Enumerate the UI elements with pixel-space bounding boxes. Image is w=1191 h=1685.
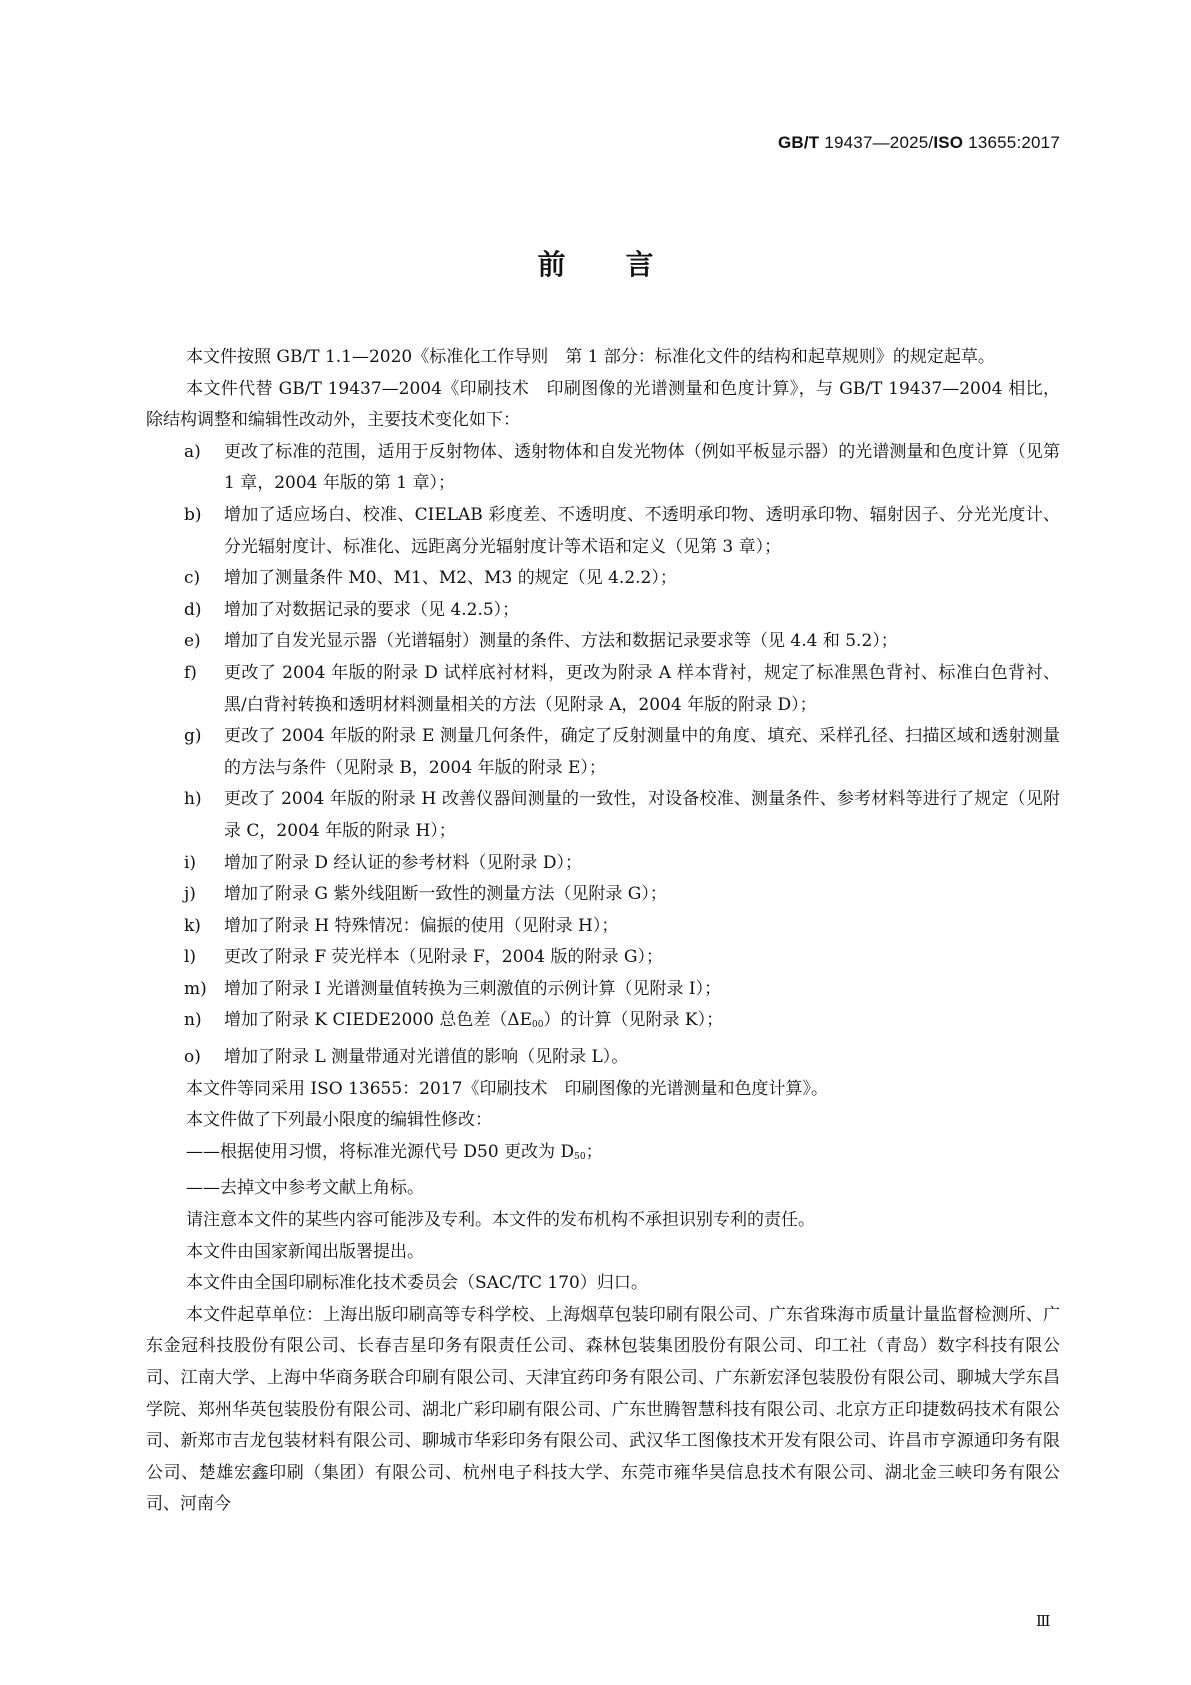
std-main: 19437—2025/ [824,133,934,152]
item-label: o) [184,1047,201,1068]
list-item [146,974,1060,1006]
list-item [146,658,1060,721]
item-text [224,1005,1060,1042]
paragraph-proposer: 本文件由国家新闻出版署提出。 [186,1241,424,1262]
list-item [146,437,1060,500]
page-title: 前言 [537,248,714,281]
edit-item [146,1137,1060,1174]
item-label: m) [184,978,207,999]
list-item [146,721,1060,784]
edit-text-after: ； [585,1141,603,1162]
item-text-subscript: 00 [532,1020,544,1031]
paragraph-adoption: 本文件等同采用 ISO 13655：2017《印刷技术 印刷图像的光谱测量和色度计算》。 [186,1078,828,1099]
page-number: Ⅲ [1036,1612,1051,1630]
list-item [146,911,1060,943]
item-text: 增加了附录 L 测量带通对光谱值的影响（见附录 L）。 [224,1047,629,1068]
item-text: 更改了 2004 年版的附录 E 测量几何条件，确定了反射测量中的角度、填充、采样孔径、扫描区域和透射测量的方法与条件（见附录 B，2004 年版的附录 E）； [224,726,1060,778]
std-iso-prefix: ISO [933,133,964,152]
item-text: 增加了附录 G 紫外线阻断一致性的测量方法（见附录 G）； [224,884,667,905]
item-text-before: 增加了附录 K CIEDE2000 总色差（ΔE [224,1010,533,1031]
item-text: 更改了 2004 年版的附录 D 试样底衬材料，更改为附录 A 样本背衬，规定了标准黑色背衬、标准白色背衬、黑/白背衬转换和透明材料测量相关的方法（见附录 A，2004 年版的附录 D）； [224,662,1060,715]
item-label: j) [184,884,196,905]
edit-text-before: ——根据使用习惯，将标准光源代号 D50 更改为 D [186,1141,575,1162]
std-iso: 13655:2017 [968,133,1060,152]
item-text: 更改了 2004 年版的附录 H 改善仪器间测量的一致性，对设备校准、测量条件、参考材料等进行了规定（见附录 C，2004 年版的附录 H）； [224,789,1060,841]
list-item [146,563,1060,595]
item-label: d) [184,599,202,620]
item-label: b) [184,504,202,525]
item-label: e) [184,631,201,652]
foreword-body [146,342,1060,1521]
list-item [146,626,1060,658]
item-label: g) [184,726,202,747]
list-item [146,1005,1060,1042]
item-label: i) [184,852,197,873]
item-text: 增加了附录 I 光谱测量值转换为三刺激值的示例计算（见附录 I）； [224,978,722,999]
item-text: 增加了对数据记录的要求（见 4.2.5）； [224,599,520,620]
paragraph-drafting-rules: 本文件按照 GB/T 1.1—2020《标准化工作导则 第 1 部分：标准化文件的结构和起草规则》的规定起草。 [186,347,995,367]
list-item [146,942,1060,974]
item-label: k) [184,915,201,936]
item-text: 增加了适应场白、校准、CIELAB 彩度差、不透明度、不透明承印物、透明承印物、辐射因子、分光光度计、分光辐射度计、标准化、远距离分光辐射度计等术语和定义（见第 3 章）； [224,504,1060,557]
paragraph-drafting-units: 本文件起草单位：上海出版印刷高等专科学校、上海烟草包装印刷有限公司、广东省珠海市质量计量监督检测所、广东金冠科技股份有限公司、长春吉星印务有限责任公司、森林包装集团股份有限公司、印工社（青岛）数字科技有限公司、江南大学、上海中华商务联合印刷有限公司、天津宜药印务有限公司、广东新宏泽包装股份有限公司、聊城大学东昌学院、郑州华英包装股份有限公司、湖北广彩印刷有限公司、广东世腾智慧科技有限公司、北京方正印捷数码技术有限公司、新郑市吉龙包装材料有限公司、聊城市华彩印务有限公司、武汉华工图像技术开发有限公司、许昌市亨源通印务有限公司、楚雄宏鑫印刷（集团）有限公司、杭州电子科技大学、东莞市雍华昊信息技术有限公司、湖北金三峡印务有限公司、河南今 [146,1304,1060,1515]
item-text-after: ）的计算（见附录 K）； [543,1010,724,1031]
list-item [146,784,1060,847]
item-text: 更改了标准的范围，适用于反射物体、透射物体和自发光物体（例如平板显示器）的光谱测量和色度计算（见第 1 章，2004 年版的第 1 章）； [224,441,1060,494]
std-prefix: GB/T [777,133,820,152]
paragraph-edit-intro: 本文件做了下列最小限度的编辑性修改： [186,1110,492,1131]
paragraph-replacement: 本文件代替 GB/T 19437—2004《印刷技术 印刷图像的光谱测量和色度计算》，与 GB/T 19437—2004 相比，除结构调整和编辑性改动外，主要技术变化如下： [146,378,1060,431]
list-item [146,595,1060,627]
item-label: l) [184,947,197,968]
edit-text-subscript: 50 [574,1151,586,1162]
paragraph-patent: 请注意本文件的某些内容可能涉及专利。本文件的发布机构不承担识别专利的责任。 [186,1210,815,1231]
item-text: 增加了自发光显示器（光谱辐射）测量的条件、方法和数据记录要求等（见 4.4 和 5.2）； [224,631,898,652]
item-text: 增加了附录 D 经认证的参考材料（见附录 D）； [224,852,582,873]
item-text: 更改了附录 F 荧光样本（见附录 F，2004 版的附录 G）； [224,947,663,968]
changes-list [146,437,1060,1074]
list-item [146,500,1060,563]
item-label: f) [184,662,197,683]
edit-item: ——去掉文中参考文献上角标。 [186,1178,424,1199]
list-item [146,848,1060,880]
item-label: n) [184,1010,202,1031]
item-label: h) [184,789,202,810]
item-label: c) [184,568,201,589]
standard-number [778,133,1060,153]
paragraph-committee: 本文件由全国印刷标准化技术委员会（SAC/TC 170）归口。 [186,1273,648,1294]
list-item [146,879,1060,911]
item-text: 增加了测量条件 M0、M1、M2、M3 的规定（见 4.2.2）； [224,568,677,589]
list-item [146,1042,1060,1074]
item-label: a) [184,441,201,462]
item-text: 增加了附录 H 特殊情况：偏振的使用（见附录 H）； [224,915,619,936]
